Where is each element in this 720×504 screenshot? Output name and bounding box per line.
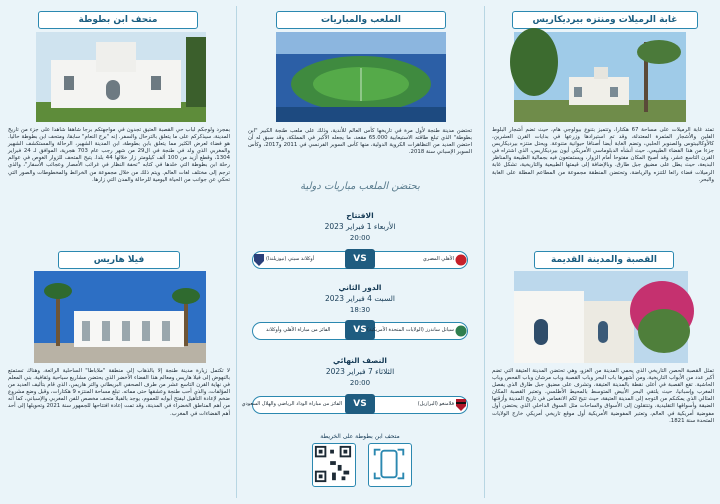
park-text: تمتد غابة الرميلات على مساحة 67 هكتارا، وتتميز بتنوع بيولوجي هام، حيث تضم أشجار البلوط الفلين والأشجار المثمرة المعتدلة، وقد تم استيرادها وزرعها في بدايات القرن العشرين، كالأوكاليبتوس والصنوبر الحلبي، وتضم الغابة أيضا أصنافا حيوانية متنوعة. ويحتل منتزه بيرديكاريس جزءا من هذا الفضاء الطبيعي، حيث أنشأه الدبلوماسي الأمريكي أيون بيرديكاريس، الذي اشتراه في القرن التاسع عشر، وقد أصبح المكان مفتوحا أمام الزوار، ويستمتعون فيه بجمالية الطبيعة والمناظر البديعة، حيث يطل على مضيق جبل طارق. وبالإضافة إلى قيمتها الطبيعية والتاريخية، تشكل غابة الرميلات فضاء رائعا للتنزه والرياضة، وتحتضن المنطقة مجموعة من المطاعم المطلة على الغابة والبحر. (492, 127, 715, 183)
team-auckland: أوكلاند سيتي (نيوزيلندا) (266, 256, 315, 262)
kasbah-title: القصبة والمدينة القديمة (534, 251, 674, 269)
stage-opening: الافتتاح (346, 211, 374, 220)
team-flamengo: فلامنغو (البرازيل) (417, 401, 454, 407)
team-winner-ahly-auckland: الفائز من مباراة الأهلي وأوكلاند (266, 327, 331, 333)
stadium-text: تحتضن مدينة طنجة لأول مرة في تاريخها كأس العالم للأندية، وذلك على ملعب طنجة الكبير "ابن بطوطة" الذي تبلغ طاقته الاستيعابية 65.000 مقعد، ما يجعله الأكبر في المملكة، وقد سبق له أن احتضن العديد من التظاهرات الكروية الدولية، منها كأس السوبر الفرنسي في 2011 و2017، وكأس السوبر الإسباني سنة 2018. (248, 128, 472, 156)
match-semi-final (241, 394, 468, 414)
stage-second-round: الدور الثاني (338, 283, 382, 292)
flamengo-logo-icon (455, 397, 467, 411)
time-semi-final: 20:00 (349, 379, 371, 387)
museum-title: متحف ابن بطوطة (38, 11, 198, 29)
scan-phone-icon (368, 443, 412, 487)
vs-badge: VS (345, 249, 375, 269)
vs-badge: VS (345, 394, 375, 414)
column-park-kasbah (484, 0, 720, 504)
match-second-round (252, 320, 468, 340)
qr-caption: متحف ابن بطوطة على الخريطة (320, 433, 400, 440)
seattle-logo-icon (455, 323, 467, 337)
kasbah-photo (514, 271, 688, 363)
team-ahly: الأهلي المصري (422, 256, 454, 262)
vs-badge: VS (345, 320, 375, 340)
park-photo (514, 32, 686, 122)
time-opening: 20:00 (349, 234, 371, 242)
stadium-script-caption: بحتضن الملعب مباريات دولية (300, 181, 420, 192)
stadium-photo (276, 32, 446, 122)
kasbah-text: تمثل القصبة الحصن التاريخي الذي يحمي المدينة من الغزو، وهي تحتضن المدينة العتيقة التي تضم أكبر عدد من الأبواب التاريخية، ومن أشهرها باب البحر وباب القصبة وباب مرشان وباب الفحص وباب الحاشية. تقع القصبة في أعلى نقطة بالمدينة العتيقة، وتشرف على مضيق جبل طارق الذي يفصل المغرب وإسبانيا، حيث يلتقي البحر الأبيض المتوسط بالمحيط الأطلسي. وتعتبر القصبة المكان المثالي الذي يمكنكم من التوجه إلى المدينة العتيقة، حيث تتيح لكم الانغماس في تاريخ المدينة وأزقتها الضيقة وأسواقها التقليدية، وتنتقلون إلى الأسواق والساحات مثل السوق الداخلي الذي يحتضن أول مفوضية أمريكية في العالم، وتعتبر المفوضية الأمريكية أول موقع تاريخي أمريكي خارج الولايات المتحدة سنة 1821. (492, 368, 714, 424)
date-second-round: السبت 4 فبراير 2023 (324, 294, 396, 303)
museum-photo (36, 32, 206, 122)
time-second-round: 18:30 (349, 306, 371, 314)
team-winner-wydad-hilal: الفائز من مباراة الوداد الرياضي والهلال السعودي (241, 401, 342, 407)
column-stadium (236, 0, 484, 504)
match-opening (252, 249, 468, 269)
stage-semi-final: النصف النهائي (332, 356, 387, 365)
villa-text: لا تكتمل زيارة مدينة طنجة إلا بالذهاب إلى منطقة "ملاباطا" الساحلية الرائعة، وهناك تستمتع بالنهوض إلى فيلا هاريس ومعالم هذا الفضاء الأخضر الذي يحتضن مشاريع سياحية وثقافية. بني المعلم في نهاية القرن التاسع عشر من طرف الصحفي البريطاني والتر هاريس، الذي قام بتأليف العديد من المؤلفات، والذي أحب طنجة وعشقها حتى مماته. تبلغ مساحة المنتزه 9 هكتارات، وقبل وضع مشروع ضخم لإعادة التأهيل ليفتح أبوابه للعموم، يوجد بالفيلا متحف مخصص للفن المغربي والإسباني، كما أنه من أهم المناطق الخضراء في المدينة، وقد تمت إعادة افتتاحها للجمهور سنة 2021 وتحويلها إلى أحد أهم الفضاءات في المغرب. (8, 368, 230, 417)
ahly-logo-icon (455, 252, 467, 266)
villa-title: فيلا هاريس (58, 251, 180, 269)
auckland-logo-icon (253, 252, 265, 266)
date-opening: الأربعاء 1 فبراير 2023 (324, 222, 396, 231)
qr-code-icon[interactable] (312, 443, 356, 487)
column-museum-villa (0, 0, 236, 504)
park-title: غابة الرميلات ومنتزه بيرديكاريس (512, 11, 698, 29)
stadium-title: الملعب والمباريات (276, 11, 446, 29)
team-seattle: سياتل ساندرز (الولايات المتحدة الأمريكية) (367, 327, 454, 333)
date-semi-final: الثلاثاء 7 فبراير 2023 (325, 367, 395, 376)
villa-photo (34, 271, 206, 363)
museum-text: بمجرد ولوجكم لباب حي القصبة العتيق تجدون في مواجهتكم برجا شاهقا شاهدا على جزء من تاريخ المدينة، سيذكركم على ما يتعلق بالترحال والسفر. إنه "برج النعام" سابقا، ومتحف ابن بطوطة حاليا. هو فضاء لعرض الكثير مما يتعلق بابن بطوطة، ابن المدينة الشهير، الرحالة والمستكشف الشهير والمغربي الذي ولد في طنجة في ال29 من شهر رجب عام 703 هجرية، الموافق لـ 24 فبراير 1304، وقطع أزيد من 100 ألف كيلومتر زار خلالها 44 بلدا. يتيح المتحف للزوار الغوص في عوالم رحلة ابن بطوطة التي خلدها في كتابه "تحفة النظار في غرائب الأمصار وعجائب الأسفار"، والذي ترجم إلى مختلف لغات العالم. ويتم ذلك من خلال مجموعة من الخرائط والمخطوطات والصور التي تحكي عن جوانب من الحياة اليومية للرحالة والمدن التي زارها. (8, 127, 230, 183)
